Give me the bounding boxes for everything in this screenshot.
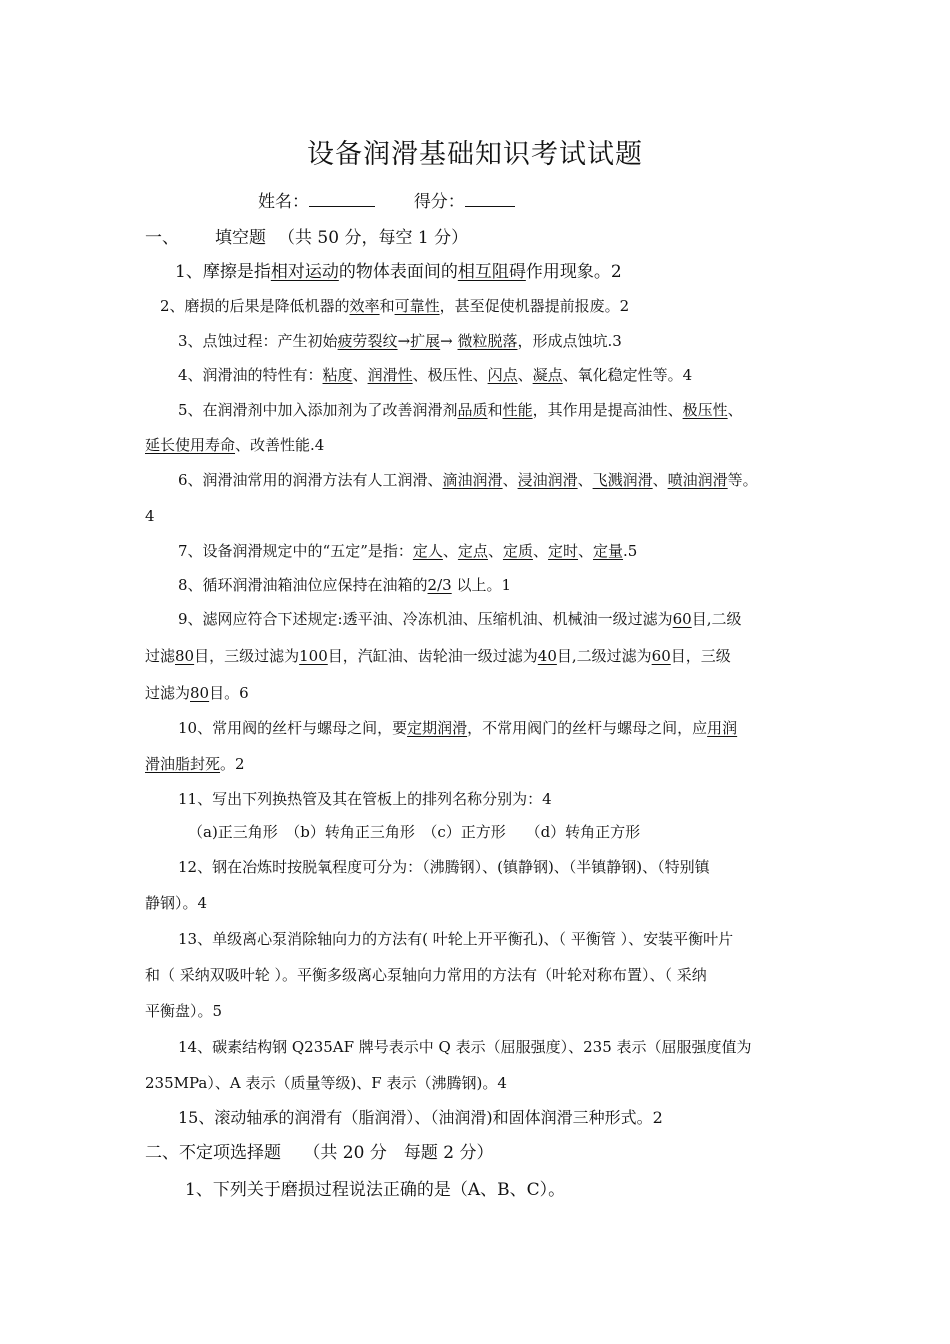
answer: 粘度 <box>322 366 353 384</box>
text: 3、点蚀过程：产生初始 <box>178 332 338 350</box>
section-2-heading: 二、不定项选择题 （共 20 分 每题 2 分） <box>145 1143 494 1163</box>
text: 7、设备润滑规定中的“五定”是指： <box>178 542 413 560</box>
answer: 定人 <box>412 542 443 560</box>
question-10 <box>178 718 737 738</box>
answer: 定质 <box>502 542 533 560</box>
text: 、 <box>442 542 458 560</box>
question-11: 11、写出下列换热管及其在管板上的排列名称分别为：4 <box>178 790 552 808</box>
text: 、氧化稳定性等。4 <box>562 366 693 384</box>
question-14-cont: 235MPa）、A 表示（质量等级)、F 表示（沸腾钢)。4 <box>145 1074 507 1092</box>
text: 目，三级过滤为 <box>194 647 300 665</box>
answer: 60 <box>672 610 692 628</box>
question-13-cont: 和（ 采纳双吸叶轮 ）。平衡多级离心泵轴向力常用的方法有（叶轮对称布置）、（ 采纳 <box>145 966 707 984</box>
answer: 2/3 <box>427 576 452 594</box>
text: 目，三级 <box>670 647 731 665</box>
text: 8、循环润滑油箱油位应保持在油箱的 <box>178 576 428 594</box>
answer: 闪点 <box>487 366 518 384</box>
question-12-cont: 静钢）。4 <box>145 894 208 912</box>
answer: 喷油润滑 <box>667 471 728 489</box>
answer: 定期润滑 <box>407 719 468 737</box>
question-7 <box>178 541 637 561</box>
text: 目。6 <box>209 684 249 702</box>
section-1-heading <box>145 228 468 248</box>
answer: 定时 <box>547 542 578 560</box>
text: 4、润滑油的特性有： <box>178 366 323 384</box>
question-13: 13、单级离心泵消除轴向力的方法有( 叶轮上开平衡孔)、（ 平衡管 ）、安装平衡叶片 <box>178 930 734 948</box>
answer: 效率 <box>349 297 380 315</box>
text: 的物体表面间的 <box>338 262 458 282</box>
text: ，其作用是提高油性、 <box>532 401 683 419</box>
answer: 疲劳裂纹 <box>337 332 398 350</box>
answer: 极压性 <box>682 401 728 419</box>
student-info-row <box>258 190 515 212</box>
text: 10、常用阀的丝杆与螺母之间，要 <box>178 719 408 737</box>
text: 等。 <box>727 471 758 489</box>
answer: 润滑性 <box>367 366 413 384</box>
text: 以上。1 <box>451 576 511 594</box>
question-6-cont: 4 <box>145 507 155 525</box>
question-4 <box>178 365 692 385</box>
question-15: 15、滚动轴承的润滑有（脂润滑）、（油润滑)和固体润滑三种形式。2 <box>178 1108 663 1127</box>
text: 、 <box>502 471 518 489</box>
answer: 浸油润滑 <box>517 471 578 489</box>
answer: 性能 <box>502 401 533 419</box>
text: .5 <box>623 542 638 560</box>
answer: 品质 <box>457 401 488 419</box>
question-12: 12、钢在冶炼时按脱氧程度可分为：（沸腾钢）、(镇静钢)、（半镇静钢)、（特别镇 <box>178 858 710 876</box>
text: → <box>440 332 458 350</box>
question-3 <box>178 331 622 351</box>
question-5 <box>178 400 743 420</box>
question-9-cont <box>145 646 731 666</box>
text: 目，汽缸油、齿轮油一级过滤为 <box>327 647 538 665</box>
text: 、 <box>727 401 743 419</box>
text: ，形成点蚀坑.3 <box>517 332 622 350</box>
answer: 60 <box>651 647 671 665</box>
text: ，甚至促使机器提前报废。2 <box>439 297 630 315</box>
question-9-cont-2 <box>145 683 249 703</box>
text: 过滤 <box>145 647 176 665</box>
score-label: 得分： <box>413 192 465 212</box>
answer: 扩展 <box>410 332 441 350</box>
page-title: 设备润滑基础知识考试试题 <box>307 139 643 170</box>
answer: 定量 <box>593 542 624 560</box>
name-blank[interactable] <box>309 190 375 207</box>
text: 、 <box>652 471 668 489</box>
text: 。2 <box>220 755 245 773</box>
text: ，不常用阀门的丝杆与螺母之间，应 <box>467 719 708 737</box>
question-9 <box>178 609 741 629</box>
name-label: 姓名： <box>258 192 309 212</box>
text: 、改善性能.4 <box>235 436 325 454</box>
answer: 定点 <box>457 542 488 560</box>
text: 、 <box>352 366 368 384</box>
answer: 相对运动 <box>270 262 339 282</box>
answer: 滑油脂封死 <box>145 755 221 773</box>
section-1-title: 填空题 <box>215 228 266 248</box>
text: 2、磨损的后果是降低机器的 <box>160 297 350 315</box>
answer: 80 <box>175 647 195 665</box>
answer: 40 <box>537 647 557 665</box>
answer: 飞溅润滑 <box>592 471 653 489</box>
answer: 80 <box>190 684 210 702</box>
text: 目,二级过滤为 <box>556 647 652 665</box>
question-2 <box>160 296 629 316</box>
text: 作用现象。2 <box>525 262 622 282</box>
text: 9、滤网应符合下述规定:透平油、冷冻机油、压缩机油、机械油一级过滤为 <box>178 610 673 628</box>
question-8 <box>178 575 511 595</box>
question-5-cont <box>145 435 324 455</box>
question-11-options: （a)正三角形 （b）转角正三角形 （c）正方形 （d）转角正方形 <box>188 823 641 841</box>
question-1 <box>175 262 622 282</box>
text: 过滤为 <box>145 684 191 702</box>
choice-question-1: 1、下列关于磨损过程说法正确的是（A、B、C）。 <box>185 1180 566 1200</box>
text: 、 <box>517 366 533 384</box>
text: → <box>397 332 411 350</box>
section-1-number: 一、 <box>145 228 179 248</box>
answer: 相互阻碍 <box>457 262 526 282</box>
answer: 滴油润滑 <box>442 471 503 489</box>
question-6 <box>178 470 758 490</box>
text: 6、润滑油常用的润滑方法有人工润滑、 <box>178 471 443 489</box>
score-blank[interactable] <box>465 190 515 207</box>
answer: 100 <box>299 647 328 665</box>
section-1-desc: （共 50 分，每空 1 分） <box>278 228 469 248</box>
question-14: 14、碳素结构钢 Q235AF 牌号表示中 Q 表示（屈服强度）、235 表示（屈服强度值为 <box>178 1038 752 1056</box>
answer: 微粒脱落 <box>457 332 518 350</box>
answer: 凝点 <box>532 366 563 384</box>
question-10-cont <box>145 754 245 774</box>
text: 、 <box>532 542 548 560</box>
text: 和 <box>379 297 395 315</box>
text: 、 <box>487 542 503 560</box>
text: 、 <box>578 542 594 560</box>
answer: 可靠性 <box>394 297 440 315</box>
text: 1、摩擦是指 <box>175 262 271 282</box>
text: 、极压性、 <box>412 366 488 384</box>
answer: 延长使用寿命 <box>145 436 236 454</box>
text: 和 <box>487 401 503 419</box>
answer: 用润 <box>707 719 738 737</box>
question-13-cont-2: 平衡盘）。5 <box>145 1002 223 1020</box>
text: 目,二级 <box>691 610 742 628</box>
text: 5、在润滑剂中加入添加剂为了改善润滑剂 <box>178 401 458 419</box>
text: 、 <box>577 471 593 489</box>
